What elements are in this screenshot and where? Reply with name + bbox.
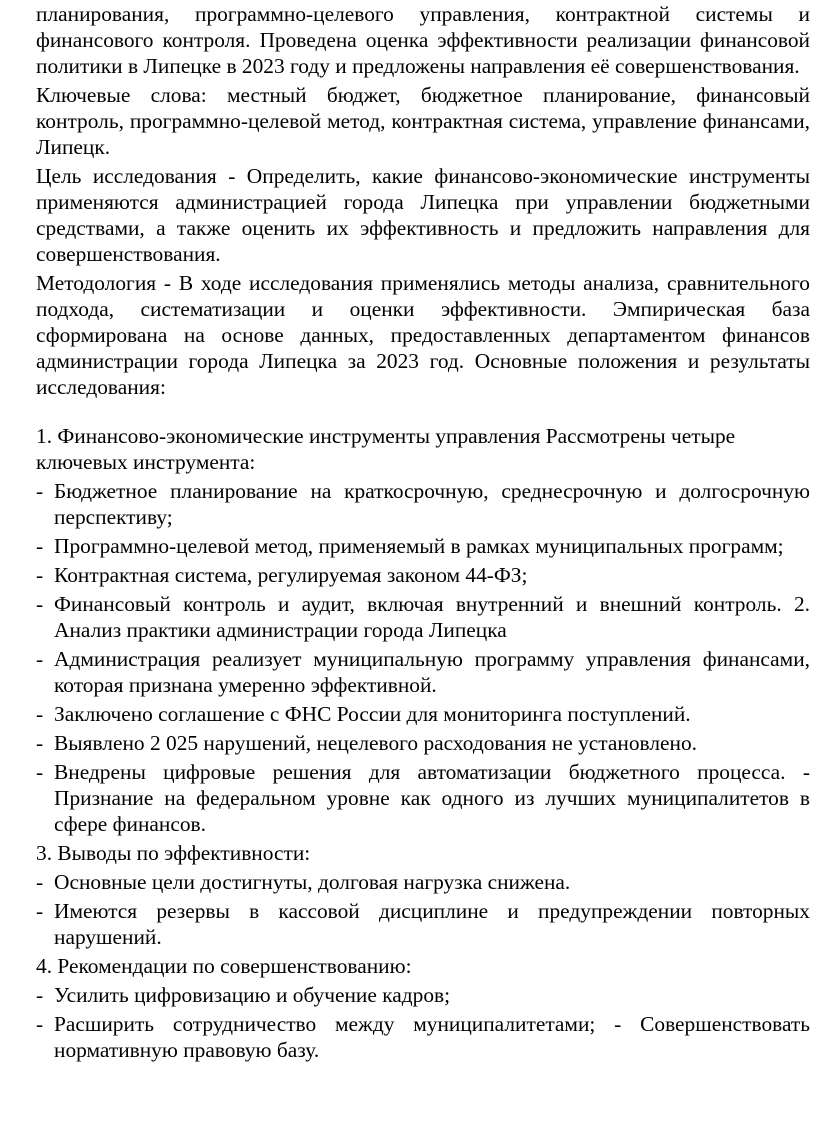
bullet-marker: - — [36, 731, 44, 755]
list-item-text: Выявлено 2 025 нарушений, нецелевого расходования не установлено. — [54, 731, 698, 755]
bullet-marker: - — [36, 563, 44, 587]
keywords: Ключевые слова: местный бюджет, бюджетное планирование, финансовый контроль, программно-целевой метод, контрактная система, управление финансами, Липецк. — [36, 83, 810, 159]
list-item — [36, 646, 810, 698]
bullet-marker: - — [36, 647, 44, 671]
bullet-marker: - — [36, 983, 44, 1007]
list-item-text: Финансовый контроль и аудит, включая внутренний и внешний контроль. 2. Анализ практики администрации города Липецка — [54, 592, 810, 642]
list-item-text: Имеются резервы в кассовой дисциплине и предупреждении повторных нарушений. — [54, 899, 810, 949]
list-item-text: Расширить сотрудничество между муниципалитетами; - Совершенствовать нормативную правовую базу. — [54, 1012, 810, 1062]
list-item-text: Заключено соглашение с ФНС России для мониторинга поступлений. — [54, 702, 691, 726]
section-spacer — [36, 403, 810, 423]
bullet-marker: - — [36, 870, 44, 894]
methodology: Методология - В ходе исследования применялись методы анализа, сравнительного подхода, систематизации и оценки эффективности. Эмпирическая база сформирована на основе данных, предоставленных департаментом финансов администрации города Липецка за 2023 год. Основные положения и результаты исследования: — [36, 271, 810, 399]
research-goal: Цель исследования - Определить, какие финансово-экономические инструменты применяются администрацией города Липецка при управлении бюджетными средствами, а также оценить их эффективность и предложить направления для совершенствования. — [36, 164, 810, 266]
list-item-text: Усилить цифровизацию и обучение кадров; — [54, 983, 451, 1007]
list-item — [36, 562, 810, 588]
list-item-text: Основные цели достигнуты, долговая нагрузка снижена. — [54, 870, 571, 894]
section1-heading: 1. Финансово-экономические инструменты управления Рассмотрены четыре ключевых инструмента: — [36, 424, 736, 474]
list-item-text: Бюджетное планирование на краткосрочную, среднесрочную и долгосрочную перспективу; — [54, 479, 810, 529]
list-item — [36, 898, 810, 950]
bullet-marker: - — [36, 760, 44, 784]
section4-heading: 4. Рекомендации по совершенствованию: — [36, 954, 412, 978]
list-item-text: Программно-целевой метод, применяемый в рамках муниципальных программ; — [54, 534, 784, 558]
bullet-marker: - — [36, 534, 44, 558]
list-item — [36, 982, 810, 1008]
document-page — [36, 1, 810, 1066]
list-item — [36, 1011, 810, 1063]
bullet-marker: - — [36, 1012, 44, 1036]
list-item — [36, 730, 810, 756]
list-item — [36, 869, 810, 895]
bullet-marker: - — [36, 592, 44, 616]
list-item-text: Внедрены цифровые решения для автоматизации бюджетного процесса. - Признание на федеральном уровне как одного из лучших муниципалитетов в сфере финансов. — [54, 760, 810, 836]
list-item-text: Администрация реализует муниципальную программу управления финансами, которая признана умеренно эффективной. — [54, 647, 810, 697]
list-item — [36, 533, 810, 559]
list-item — [36, 701, 810, 727]
list-item-text: Контрактная система, регулируемая законом 44-ФЗ; — [54, 563, 528, 587]
bullet-marker: - — [36, 479, 44, 503]
bullet-marker: - — [36, 899, 44, 923]
list-item — [36, 478, 810, 530]
list-item — [36, 759, 810, 837]
bullet-marker: - — [36, 702, 44, 726]
abstract-tail: планирования, программно-целевого управления, контрактной системы и финансового контроля. Проведена оценка эффективности реализации финансовой политики в Липецке в 2023 году и предложены направления её совершенствования. — [36, 2, 810, 78]
section3-heading: 3. Выводы по эффективности: — [36, 841, 311, 865]
list-item — [36, 591, 810, 643]
